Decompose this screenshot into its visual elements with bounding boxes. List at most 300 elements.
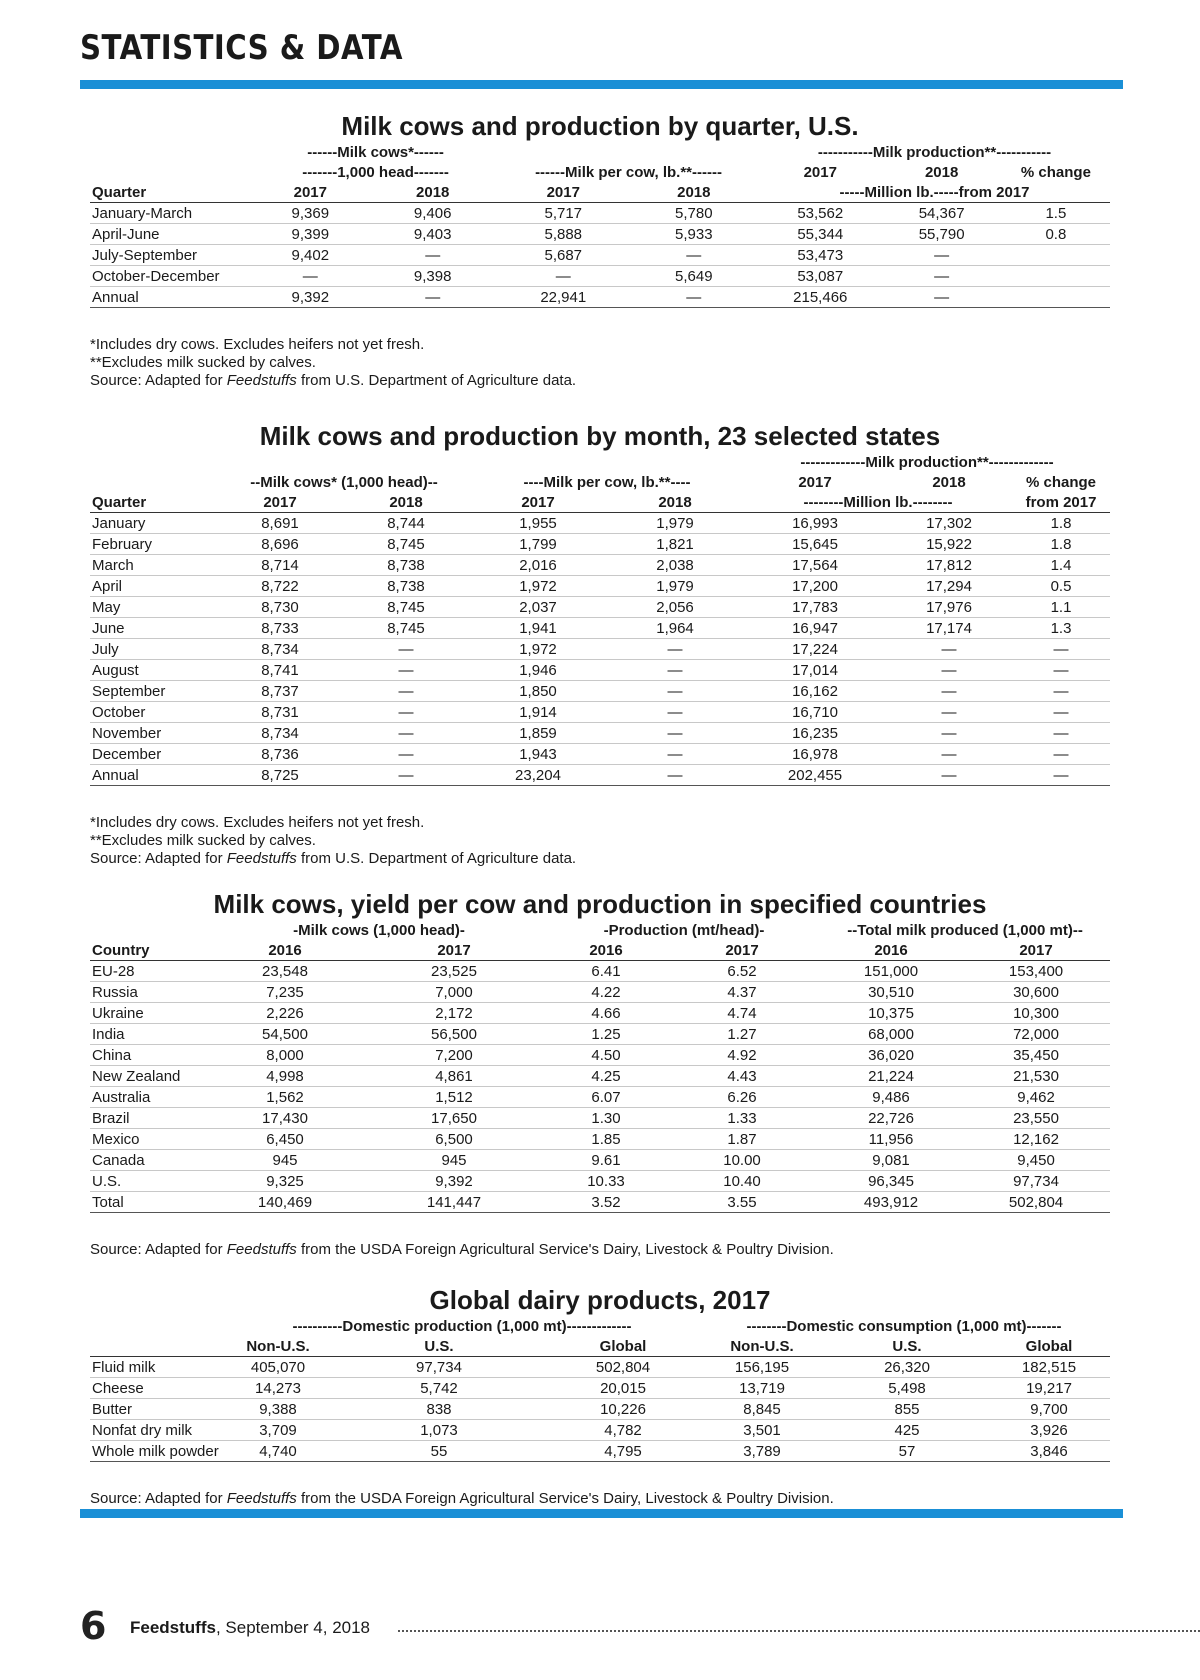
table-cell: 9,398 (367, 266, 498, 287)
header-milk-production: -----------Milk production**----------- (817, 143, 1052, 161)
table-cell: 838 (330, 1399, 548, 1420)
table-row (90, 203, 1110, 224)
table-cell: 9,081 (820, 1150, 962, 1171)
table-monthly-title: Milk cows and production by month, 23 selected states (259, 421, 941, 451)
row-label: April-June (90, 224, 253, 245)
table-cell (1002, 245, 1110, 266)
table-cell: 6,500 (360, 1129, 548, 1150)
table-cell: 1,859 (470, 723, 606, 744)
top-accent-rule (80, 80, 1123, 89)
header-year: 2016 (210, 940, 360, 961)
row-label: Mexico (90, 1129, 210, 1150)
table-cell: — (606, 702, 744, 723)
header-milk-per-cow: ------Milk per cow, lb.**------ (535, 163, 722, 181)
table-row (90, 1066, 1110, 1087)
header-domestic-consumption: --------Domestic consumption (1,000 mt)------- (746, 1317, 1062, 1335)
table-header-row (90, 162, 1110, 182)
table-cell: — (629, 287, 760, 308)
header-year: 2017 (218, 492, 342, 513)
table-column-header-row (90, 182, 1110, 203)
table-cell: 4.50 (548, 1045, 664, 1066)
row-label: January (90, 513, 218, 534)
row-label: January-March (90, 203, 253, 224)
table-cell: 8,745 (342, 618, 470, 639)
table-cell: 6.52 (664, 961, 820, 982)
table-cell: 36,020 (820, 1045, 962, 1066)
table-cell: 11,956 (820, 1129, 962, 1150)
table-cell: 9,462 (962, 1087, 1110, 1108)
table-row (90, 723, 1110, 744)
table-cell: 8,738 (342, 576, 470, 597)
table-cell: 2,038 (606, 555, 744, 576)
table-row (90, 1129, 1110, 1150)
row-label: Cheese (90, 1378, 226, 1399)
table-cell: 141,447 (360, 1192, 548, 1213)
page-number: 6 (80, 1604, 107, 1648)
table-cell: 9,450 (962, 1150, 1110, 1171)
row-label: February (90, 534, 218, 555)
row-label: August (90, 660, 218, 681)
header-year: 2016 (548, 940, 664, 961)
table-cell: 4,740 (226, 1441, 330, 1462)
table-cell: 9,486 (820, 1087, 962, 1108)
table-cell: 19,217 (988, 1378, 1110, 1399)
table-header-row (90, 452, 1110, 472)
table-row (90, 1420, 1110, 1441)
row-label: EU-28 (90, 961, 210, 982)
table-cell: 2,226 (210, 1003, 360, 1024)
table-cell: 202,455 (744, 765, 886, 786)
table-cell: — (886, 639, 1012, 660)
table-cell: 1,946 (470, 660, 606, 681)
row-label: Annual (90, 765, 218, 786)
table-cell: 17,302 (886, 513, 1012, 534)
header-non-us: Non-U.S. (698, 1336, 826, 1357)
header-year: 2018 (342, 492, 470, 513)
row-label: June (90, 618, 218, 639)
table-cell: — (886, 723, 1012, 744)
table-cell: 9,392 (253, 287, 367, 308)
table-row (90, 660, 1110, 681)
header-total-milk: --Total milk produced (1,000 mt)-- (847, 921, 1083, 939)
table-cell (1002, 287, 1110, 308)
table-cell (1002, 266, 1110, 287)
table-cell: 2,172 (360, 1003, 548, 1024)
table-cell: 425 (826, 1420, 988, 1441)
table-cell: 1.1 (1012, 597, 1110, 618)
table-cell: 53,562 (759, 203, 881, 224)
header-pct-change: % change (1020, 163, 1091, 181)
table-cell: 10.33 (548, 1171, 664, 1192)
table-row (90, 961, 1110, 982)
table-cell: 153,400 (962, 961, 1110, 982)
table-cell: 17,200 (744, 576, 886, 597)
header-quarter: Quarter (90, 492, 218, 513)
table-row (90, 639, 1110, 660)
table-cell: 8,745 (342, 597, 470, 618)
table-cell: 3,926 (988, 1420, 1110, 1441)
table-cell: 8,000 (210, 1045, 360, 1066)
table-cell: 1.30 (548, 1108, 664, 1129)
table-cell: — (886, 702, 1012, 723)
table-cell: 6,450 (210, 1129, 360, 1150)
table-cell: 4.25 (548, 1066, 664, 1087)
header-quarter: Quarter (90, 182, 253, 203)
table-cell: 5,687 (498, 245, 629, 266)
table-cell: 1,073 (330, 1420, 548, 1441)
table-cell: — (886, 744, 1012, 765)
table-cell: 8,845 (698, 1399, 826, 1420)
table-cell: — (606, 660, 744, 681)
row-label: September (90, 681, 218, 702)
table-cell: 17,783 (744, 597, 886, 618)
header-milk-cows: ------Milk cows*------ (307, 143, 444, 161)
header-us: U.S. (826, 1336, 988, 1357)
table-cell: 405,070 (226, 1357, 330, 1378)
header-year: 2018 (367, 182, 498, 203)
header-year: 2017 (803, 163, 837, 181)
table-cell: 215,466 (759, 287, 881, 308)
footnote: *Includes dry cows. Excludes heifers not yet fresh. (90, 336, 425, 353)
header-year: 2017 (360, 940, 548, 961)
table-cell: 1.8 (1012, 534, 1110, 555)
table-cell: 945 (210, 1150, 360, 1171)
table-row (90, 1003, 1110, 1024)
table-cell: 8,734 (218, 639, 342, 660)
table-cell: 97,734 (962, 1171, 1110, 1192)
table-row (90, 744, 1110, 765)
table-cell: 17,650 (360, 1108, 548, 1129)
table-cell: 1.87 (664, 1129, 820, 1150)
table-cell: 3,709 (226, 1420, 330, 1441)
footer-dotted-rule (398, 1630, 1200, 1632)
table-cell: 8,730 (218, 597, 342, 618)
table-cell: 8,733 (218, 618, 342, 639)
table-countries (90, 920, 1110, 1213)
header-country: Country (90, 940, 210, 961)
table-cell: 9,402 (253, 245, 367, 266)
table-cell: 0.8 (1002, 224, 1110, 245)
row-label: U.S. (90, 1171, 210, 1192)
table-cell: 9,406 (367, 203, 498, 224)
table-row (90, 534, 1110, 555)
table-cell: 55 (330, 1441, 548, 1462)
table-cell: 9,388 (226, 1399, 330, 1420)
header-year: 2018 (606, 492, 744, 513)
table-quarterly-block (90, 112, 1110, 390)
header-pct-change: % change (1026, 473, 1097, 491)
table-cell: 23,548 (210, 961, 360, 982)
table-cell: 4,998 (210, 1066, 360, 1087)
header-milk-cows: -Milk cows (1,000 head)- (293, 921, 465, 939)
table-cell: — (367, 287, 498, 308)
table-cell: — (606, 744, 744, 765)
table-cell: 12,162 (962, 1129, 1110, 1150)
table-row (90, 1378, 1110, 1399)
table-cell: — (342, 765, 470, 786)
table-cell: 21,224 (820, 1066, 962, 1087)
table-cell: — (342, 702, 470, 723)
table-cell: — (1012, 639, 1110, 660)
header-1000-head: -------1,000 head------- (302, 163, 449, 181)
table-cell: 7,235 (210, 982, 360, 1003)
header-non-us: Non-U.S. (226, 1336, 330, 1357)
row-label: Russia (90, 982, 210, 1003)
table-cell: 15,922 (886, 534, 1012, 555)
table-cell: 17,014 (744, 660, 886, 681)
table-cell: 17,174 (886, 618, 1012, 639)
table-global-block (90, 1286, 1110, 1508)
source-note: Source: Adapted for Feedstuffs from U.S. Department of Agriculture data. (90, 372, 577, 389)
table-cell: 22,941 (498, 287, 629, 308)
table-header-row (90, 920, 1110, 940)
table-cell: — (1012, 681, 1110, 702)
table-cell: 7,000 (360, 982, 548, 1003)
table-column-header-row (90, 492, 1110, 513)
table-cell: 8,745 (342, 534, 470, 555)
table-cell: 17,224 (744, 639, 886, 660)
row-label: Whole milk powder (90, 1441, 226, 1462)
table-cell: — (1012, 765, 1110, 786)
table-cell: 8,741 (218, 660, 342, 681)
table-cell: — (367, 245, 498, 266)
table-cell: — (886, 681, 1012, 702)
header-year: 2017 (798, 473, 832, 491)
table-cell: 7,200 (360, 1045, 548, 1066)
row-label: Fluid milk (90, 1357, 226, 1378)
table-cell: 5,780 (629, 203, 760, 224)
table-cell: 17,976 (886, 597, 1012, 618)
table-row (90, 245, 1110, 266)
table-cell: — (342, 744, 470, 765)
table-cell: 1,979 (606, 576, 744, 597)
table-cell: — (606, 639, 744, 660)
header-global: Global (988, 1336, 1110, 1357)
table-cell: 4.66 (548, 1003, 664, 1024)
table-cell: 1,979 (606, 513, 744, 534)
table-cell: 23,204 (470, 765, 606, 786)
table-cell: 156,195 (698, 1357, 826, 1378)
table-row (90, 1357, 1110, 1378)
table-cell: 1.5 (1002, 203, 1110, 224)
table-cell: — (886, 660, 1012, 681)
table-cell: 4.74 (664, 1003, 820, 1024)
table-header-row (90, 142, 1110, 162)
row-label: July (90, 639, 218, 660)
footnote: *Includes dry cows. Excludes heifers not yet fresh. (90, 814, 425, 831)
table-cell: 16,978 (744, 744, 886, 765)
table-row (90, 1441, 1110, 1462)
table-row (90, 597, 1110, 618)
table-cell: 1,955 (470, 513, 606, 534)
table-cell: 8,736 (218, 744, 342, 765)
table-cell: 17,294 (886, 576, 1012, 597)
table-cell: 1,941 (470, 618, 606, 639)
table-row (90, 1150, 1110, 1171)
header-year: 2017 (498, 182, 629, 203)
table-cell: 8,737 (218, 681, 342, 702)
table-cell: — (881, 287, 1001, 308)
table-cell: 1,799 (470, 534, 606, 555)
table-cell: 1,914 (470, 702, 606, 723)
table-global-title: Global dairy products, 2017 (429, 1285, 771, 1315)
table-cell: 8,731 (218, 702, 342, 723)
table-cell: 16,993 (744, 513, 886, 534)
table-cell: 5,742 (330, 1378, 548, 1399)
table-cell: 97,734 (330, 1357, 548, 1378)
header-us: U.S. (330, 1336, 548, 1357)
table-cell: 6.26 (664, 1087, 820, 1108)
table-cell: 9,369 (253, 203, 367, 224)
table-row (90, 765, 1110, 786)
table-row (90, 1108, 1110, 1129)
table-global (90, 1316, 1110, 1462)
table-cell: 4.92 (664, 1045, 820, 1066)
row-label: Nonfat dry milk (90, 1420, 226, 1441)
table-cell: 5,888 (498, 224, 629, 245)
table-countries-block (90, 890, 1110, 1259)
row-label: India (90, 1024, 210, 1045)
header-product (90, 1336, 226, 1357)
table-cell: 1,972 (470, 576, 606, 597)
table-cell: 8,696 (218, 534, 342, 555)
table-cell: — (606, 681, 744, 702)
header-year: 2018 (932, 473, 966, 491)
header-million-lb: -----Million lb.-----from 2017 (759, 182, 1110, 203)
table-cell: 1.27 (664, 1024, 820, 1045)
table-cell: — (1012, 702, 1110, 723)
row-label: May (90, 597, 218, 618)
table-cell: — (606, 723, 744, 744)
table-cell: 16,710 (744, 702, 886, 723)
table-cell: 3.55 (664, 1192, 820, 1213)
row-label: Butter (90, 1399, 226, 1420)
table-cell: 53,087 (759, 266, 881, 287)
table-cell: 14,273 (226, 1378, 330, 1399)
table-cell: 10,226 (548, 1399, 698, 1420)
table-cell: 1,562 (210, 1087, 360, 1108)
table-cell: — (1012, 660, 1110, 681)
table-cell: 16,235 (744, 723, 886, 744)
row-label: Annual (90, 287, 253, 308)
table-cell: 10,375 (820, 1003, 962, 1024)
table-cell: 945 (360, 1150, 548, 1171)
table-row (90, 702, 1110, 723)
table-cell: 15,645 (744, 534, 886, 555)
table-cell: 8,691 (218, 513, 342, 534)
row-label: China (90, 1045, 210, 1066)
table-cell: — (886, 765, 1012, 786)
table-cell: — (606, 765, 744, 786)
table-cell: 68,000 (820, 1024, 962, 1045)
table-cell: 22,726 (820, 1108, 962, 1129)
table-cell: — (1012, 744, 1110, 765)
table-countries-title: Milk cows, yield per cow and production in specified countries (213, 889, 987, 919)
table-cell: — (1012, 723, 1110, 744)
row-label: Total (90, 1192, 210, 1213)
table-cell: 3,501 (698, 1420, 826, 1441)
header-milk-cows: --Milk cows* (1,000 head)-- (250, 473, 438, 491)
table-cell: 4,782 (548, 1420, 698, 1441)
table-row (90, 1399, 1110, 1420)
table-cell: — (881, 266, 1001, 287)
table-cell: 8,734 (218, 723, 342, 744)
table-cell: 6.07 (548, 1087, 664, 1108)
table-cell: 4.43 (664, 1066, 820, 1087)
table-cell: 21,530 (962, 1066, 1110, 1087)
header-million-lb: --------Million lb.-------- (744, 492, 1012, 513)
table-cell: 1.8 (1012, 513, 1110, 534)
row-label: Ukraine (90, 1003, 210, 1024)
table-cell: 855 (826, 1399, 988, 1420)
table-cell: 151,000 (820, 961, 962, 982)
row-label: November (90, 723, 218, 744)
table-row (90, 681, 1110, 702)
table-column-header-row (90, 940, 1110, 961)
header-milk-per-cow: ----Milk per cow, lb.**---- (523, 473, 691, 491)
table-cell: 3,846 (988, 1441, 1110, 1462)
table-quarterly-title: Milk cows and production by quarter, U.S. (341, 111, 859, 141)
table-cell: 96,345 (820, 1171, 962, 1192)
table-cell: 3,789 (698, 1441, 826, 1462)
footer-publication: Feedstuffs, September 4, 2018 (130, 1618, 371, 1637)
table-cell: 1,964 (606, 618, 744, 639)
table-cell: — (253, 266, 367, 287)
table-cell: 4,861 (360, 1066, 548, 1087)
table-cell: 16,947 (744, 618, 886, 639)
table-cell: 54,500 (210, 1024, 360, 1045)
table-cell: 1.85 (548, 1129, 664, 1150)
table-cell: 8,725 (218, 765, 342, 786)
table-global-notes (90, 1490, 1110, 1508)
source-note: Source: Adapted for Feedstuffs from U.S. Department of Agriculture data. (90, 850, 577, 867)
table-cell: 9,392 (360, 1171, 548, 1192)
table-cell: — (629, 245, 760, 266)
table-cell: 5,933 (629, 224, 760, 245)
table-row (90, 576, 1110, 597)
table-cell: 17,812 (886, 555, 1012, 576)
table-row (90, 1171, 1110, 1192)
row-label: October-December (90, 266, 253, 287)
header-production: -Production (mt/head)- (603, 921, 765, 939)
table-cell: 8,738 (342, 555, 470, 576)
table-cell: 10,300 (962, 1003, 1110, 1024)
table-cell: 72,000 (962, 1024, 1110, 1045)
table-cell: — (342, 639, 470, 660)
header-global: Global (548, 1336, 698, 1357)
table-monthly-notes (90, 814, 1110, 868)
section-title: STATISTICS & DATA (80, 28, 403, 68)
table-cell: 1,943 (470, 744, 606, 765)
table-countries-notes (90, 1241, 1110, 1259)
table-cell: 55,344 (759, 224, 881, 245)
table-cell: 1.25 (548, 1024, 664, 1045)
table-row (90, 513, 1110, 534)
table-cell: 6.41 (548, 961, 664, 982)
table-quarterly (90, 142, 1110, 308)
row-label: Australia (90, 1087, 210, 1108)
table-row (90, 266, 1110, 287)
table-cell: 4.22 (548, 982, 664, 1003)
table-cell: 9,399 (253, 224, 367, 245)
table-cell: 9,700 (988, 1399, 1110, 1420)
table-cell: 502,804 (962, 1192, 1110, 1213)
table-cell: 57 (826, 1441, 988, 1462)
table-cell: 54,367 (881, 203, 1001, 224)
table-row (90, 224, 1110, 245)
table-cell: 1,850 (470, 681, 606, 702)
footnote: **Excludes milk sucked by calves. (90, 354, 316, 371)
